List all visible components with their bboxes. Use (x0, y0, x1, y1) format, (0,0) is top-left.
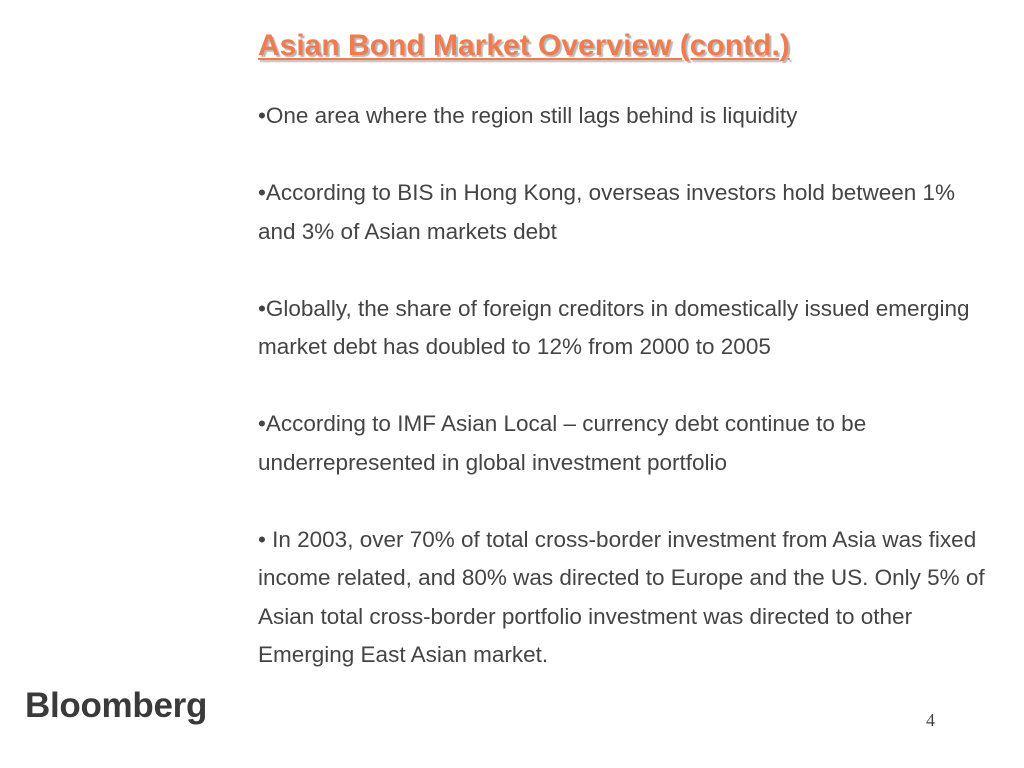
bloomberg-logo: Bloomberg (25, 686, 208, 725)
bullet-item-liquidity: •One area where the region still lags behind is liquidity (258, 103, 798, 128)
slide-title: Asian Bond Market Overview (contd.) (258, 29, 790, 62)
page-number: 4 (926, 710, 935, 730)
bullet-item-bis: •According to BIS in Hong Kong, overseas investors hold between 1% and 3% of Asian markets debt (258, 180, 956, 244)
bullet-item-foreign-creditors: •Globally, the share of foreign creditors in domestically issued emerging market debt has doubled to 12% from 2000 to 2005 (258, 295, 970, 359)
bullet-item-cross-border: • In 2003, over 70% of total cross-border investment from Asia was fixed income related, and 80% was directed to Europe and the US. Only 5% of Asian total cross-border portfolio investment was directed to other Emerging East Asian market. (258, 526, 985, 667)
bullet-list (258, 97, 998, 675)
bullet-item-imf: •According to IMF Asian Local – currency debt continue to be underrepresented in global investment portfolio (258, 411, 867, 475)
